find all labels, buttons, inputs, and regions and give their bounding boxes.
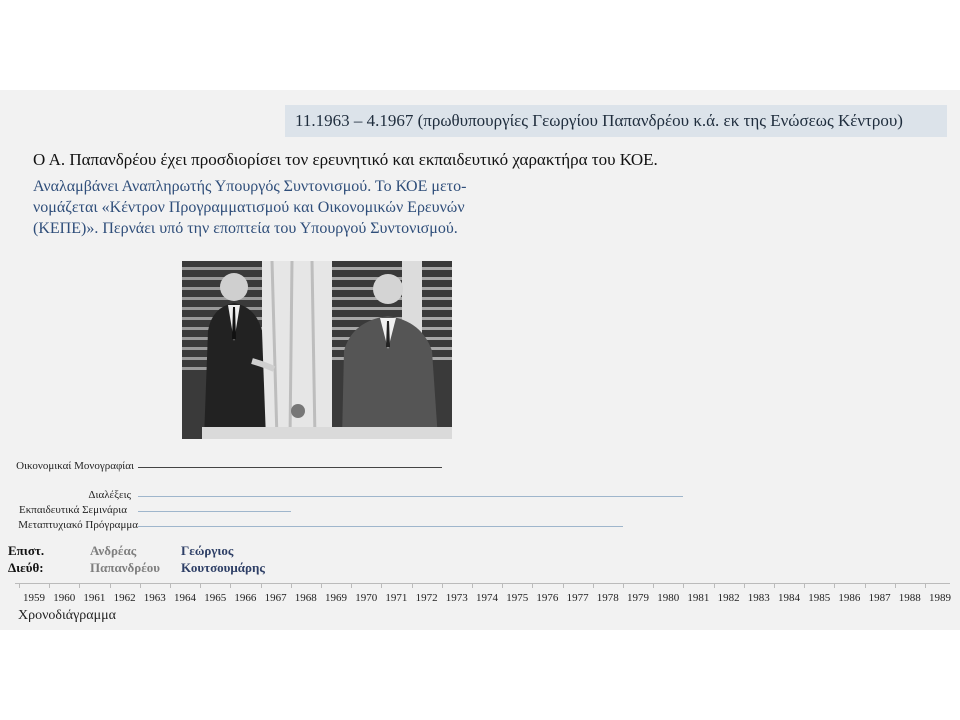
year-tick [774, 583, 775, 588]
year-tick [110, 583, 111, 588]
year-label: 1972 [415, 592, 438, 604]
director-last-name: Κουτσουμάρης [181, 560, 265, 575]
year-tick [79, 583, 80, 588]
year-tick [653, 583, 654, 588]
year-tick [200, 583, 201, 588]
director-first-name: Γεώργιος [181, 543, 234, 558]
timeline-axis [15, 583, 950, 584]
paragraph-line: (ΚΕΠΕ)». Περνάει υπό την εποπτεία του Υπουργού Συντονισμού. [33, 220, 458, 237]
year-tick [140, 583, 141, 588]
year-label: 1983 [747, 592, 770, 604]
year-label: 1980 [657, 592, 680, 604]
year-label: 1967 [264, 592, 287, 604]
year-tick [683, 583, 684, 588]
period-title: 11.1963 – 4.1967 (πρωθυπουργίες Γεωργίου Παπανδρέου κ.ά. εκ της Ενώσεως Κέντρου) [285, 105, 947, 137]
year-label: 1964 [174, 592, 196, 604]
year-tick [381, 583, 382, 588]
year-label: 1959 [23, 592, 45, 604]
year-tick [895, 583, 896, 588]
year-tick [623, 583, 624, 588]
year-label: 1971 [385, 592, 408, 604]
timeline-bar [138, 511, 291, 512]
year-label: 1961 [83, 592, 106, 604]
year-label: 1960 [53, 592, 76, 604]
year-label: 1988 [898, 592, 921, 604]
year-label: 1982 [717, 592, 740, 604]
year-tick [563, 583, 564, 588]
year-label: 1968 [294, 592, 317, 604]
director-first-name: Ανδρέας [90, 543, 137, 558]
year-tick [170, 583, 171, 588]
historical-photo [182, 261, 452, 439]
timeline-row-label: Διαλέξεις [88, 489, 131, 501]
year-tick [925, 583, 926, 588]
timeline-bar [138, 496, 683, 497]
directors-label [8, 542, 44, 576]
year-label: 1979 [627, 592, 649, 604]
year-tick [593, 583, 594, 588]
year-label: 1965 [204, 592, 227, 604]
year-label: 1981 [687, 592, 710, 604]
year-tick [291, 583, 292, 588]
year-label: 1986 [838, 592, 861, 604]
year-label: 1963 [143, 592, 166, 604]
year-label: 1969 [325, 592, 347, 604]
paragraph-line: Αναλαμβάνει Αναπληρωτής Υπουργός Συντονισμού. Το ΚΟΕ μετο- [33, 178, 467, 195]
year-label: 1962 [113, 592, 136, 604]
paragraph-line: νομάζεται «Κέντρον Προγραμματισμού και Οικονομικών Ερευνών [33, 199, 465, 216]
year-tick [351, 583, 352, 588]
year-tick [261, 583, 262, 588]
timeline-bar [138, 467, 442, 468]
year-label: 1989 [929, 592, 951, 604]
year-label: 1966 [234, 592, 257, 604]
year-tick [532, 583, 533, 588]
director-name [181, 542, 265, 576]
timeline-row-label: Εκπαιδευτικά Σεμινάρια [19, 504, 127, 516]
timeline-row-label: Οικονομικαί Μονογραφίαι [16, 460, 134, 472]
year-label: 1976 [536, 592, 559, 604]
year-tick [442, 583, 443, 588]
year-tick [49, 583, 50, 588]
intro-text: Ο Α. Παπανδρέου έχει προσδιορίσει τον ερευνητικό και εκπαιδευτικό χαρακτήρα του ΚΟΕ. [33, 150, 658, 169]
year-label: 1973 [445, 592, 468, 604]
year-tick [412, 583, 413, 588]
directors-label-line: Διεύθ: [8, 560, 44, 575]
year-tick [834, 583, 835, 588]
timeline-bar [138, 526, 623, 527]
year-tick [230, 583, 231, 588]
director-name [90, 542, 160, 576]
year-tick [19, 583, 20, 588]
year-tick [502, 583, 503, 588]
year-label: 1984 [778, 592, 800, 604]
year-tick [804, 583, 805, 588]
year-label: 1970 [355, 592, 378, 604]
year-tick [472, 583, 473, 588]
year-label: 1978 [596, 592, 619, 604]
year-label: 1985 [808, 592, 831, 604]
timeline-title: Χρονοδιάγραμμα [18, 608, 116, 623]
year-label: 1987 [868, 592, 891, 604]
year-tick [321, 583, 322, 588]
year-label: 1977 [566, 592, 589, 604]
director-last-name: Παπανδρέου [90, 560, 161, 575]
year-tick [865, 583, 866, 588]
timeline-row-label: Μεταπτυχιακό Πρόγραμμα [18, 519, 138, 531]
directors-label-line: Επιστ. [8, 543, 45, 558]
year-label: 1974 [476, 592, 498, 604]
description-paragraph [33, 176, 533, 239]
year-tick [744, 583, 745, 588]
year-tick [714, 583, 715, 588]
year-label: 1975 [506, 592, 529, 604]
